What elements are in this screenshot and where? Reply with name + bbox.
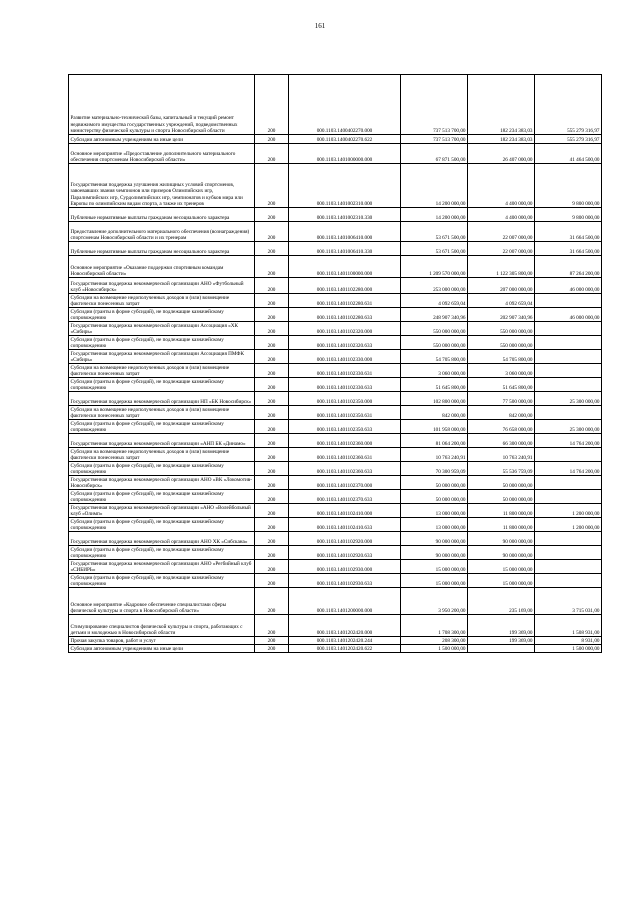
row-amount-remaining-cell: 31 664 500,00 — [535, 242, 602, 256]
row-name-cell: Субсидии (гранты в форме субсидий), не подлежащие казначейскому сопровождению — [69, 462, 255, 476]
row-amount-remaining-cell: 25 300 000,00 — [535, 392, 602, 406]
row-code-cell: 200 — [255, 350, 289, 364]
table-row — [69, 560, 602, 574]
row-name-cell: Субсидии на возмещение недополученных доходов и (или) возмещение фактически понесенных затрат — [69, 406, 255, 420]
row-amount-executed-cell: 842 000,00 — [468, 406, 535, 420]
row-kbk-cell: 000.1103.1401102280.633 — [289, 308, 401, 322]
row-amount-executed-cell: 4 092 659,04 — [468, 294, 535, 308]
table-row — [69, 242, 602, 256]
row-amount-plan-cell: 101 958 000,00 — [401, 420, 468, 434]
row-name-cell: Субсидии (гранты в форме субсидий), не подлежащие казначейскому сопровождению — [69, 490, 255, 504]
table-row — [69, 615, 602, 637]
row-amount-executed-cell: 182 234 383,03 — [468, 75, 535, 135]
row-name-cell: Субсидии (гранты в форме субсидий), не подлежащие казначейскому сопровождению — [69, 420, 255, 434]
row-name-cell: Субсидии (гранты в форме субсидий), не подлежащие казначейскому сопровождению — [69, 308, 255, 322]
row-amount-remaining-cell — [535, 560, 602, 574]
row-amount-executed-cell: 1 122 305 800,00 — [468, 256, 535, 278]
row-code-cell: 200 — [255, 378, 289, 392]
row-amount-executed-cell: 235 169,00 — [468, 588, 535, 615]
row-amount-executed-cell: 77 500 000,00 — [468, 392, 535, 406]
row-amount-remaining-cell: 87 264 200,00 — [535, 256, 602, 278]
table-row — [69, 308, 602, 322]
row-code-cell: 200 — [255, 256, 289, 278]
row-code-cell: 200 — [255, 420, 289, 434]
row-kbk-cell: 000.1103.1401102920.633 — [289, 546, 401, 560]
row-code-cell: 200 — [255, 364, 289, 378]
row-kbk-cell: 000.1103.1400402270.622 — [289, 135, 401, 144]
row-name-cell: Государственная поддержка улучшения жилищных условий спортсменов, завоевавших звания чемпионов или призеров Олимпийских игр, Паралимпийских игр, Сурдолимпийских игр, чемпионатов и кубков мира или Европы по олимпийским видам спорта, а также их тренеров — [69, 164, 255, 208]
row-amount-plan-cell: 50 000 000,00 — [401, 490, 468, 504]
table-row — [69, 222, 602, 242]
row-amount-executed-cell: 4 400 000,00 — [468, 208, 535, 222]
row-code-cell: 200 — [255, 294, 289, 308]
row-amount-plan-cell: 51 645 800,00 — [401, 378, 468, 392]
row-kbk-cell: 000.1103.1401202420.000 — [289, 615, 401, 637]
page-number: 161 — [314, 22, 326, 30]
row-code-cell: 200 — [255, 392, 289, 406]
row-name-cell: Государственная поддержка некоммерческой организации АНО «Регбийный клуб «СИБИРЬ» — [69, 560, 255, 574]
row-code-cell: 200 — [255, 490, 289, 504]
row-amount-remaining-cell: 1 508 931,00 — [535, 615, 602, 637]
table-row — [69, 462, 602, 476]
row-kbk-cell: 000.1103.1401102370.000 — [289, 476, 401, 490]
row-amount-plan-cell: 81 064 200,00 — [401, 434, 468, 448]
row-amount-plan-cell: 842 000,00 — [401, 406, 468, 420]
row-name-cell: Государственная поддержка некоммерческой организации Ассоциация ПМФК «Сибирь» — [69, 350, 255, 364]
row-name-cell: Основное мероприятие «Предоставление дополнительного материального обеспечения спортсменам Новосибирской области» — [69, 144, 255, 164]
row-amount-remaining-cell — [535, 336, 602, 350]
row-name-cell: Субсидии на возмещение недополученных доходов и (или) возмещение фактически понесенных затрат — [69, 364, 255, 378]
row-kbk-cell: 000.1103.1401102410.633 — [289, 518, 401, 532]
row-kbk-cell: 000.1103.1401102350.633 — [289, 420, 401, 434]
row-amount-remaining-cell: 46 000 000,00 — [535, 278, 602, 294]
row-name-cell: Основное мероприятие «Кадровое обеспечение специалистами сферы физической культуры и спорта в Новосибирской области» — [69, 588, 255, 615]
row-amount-remaining-cell: 9 800 000,00 — [535, 164, 602, 208]
table-row — [69, 588, 602, 615]
row-name-cell: Субсидии (гранты в форме субсидий), не подлежащие казначейскому сопровождению — [69, 574, 255, 588]
row-name-cell: Государственная поддержка некоммерческой организации «АНП БК «Динамо» — [69, 434, 255, 448]
row-amount-plan-cell: 90 000 000,00 — [401, 532, 468, 546]
row-amount-plan-cell: 737 513 700,00 — [401, 135, 468, 144]
table-row — [69, 406, 602, 420]
table-row — [69, 278, 602, 294]
row-amount-executed-cell: 90 000 000,00 — [468, 532, 535, 546]
row-code-cell: 200 — [255, 588, 289, 615]
row-amount-executed-cell: 26 407 000,00 — [468, 144, 535, 164]
row-kbk-cell: 000.1103.1401102330.631 — [289, 364, 401, 378]
row-kbk-cell: 000.1103.1401102370.633 — [289, 490, 401, 504]
row-name-cell: Стимулирование специалистов физической культуры и спорта, работающих с детьми и молодежью в Новосибирской области — [69, 615, 255, 637]
row-amount-remaining-cell: 8 931,00 — [535, 637, 602, 645]
row-amount-executed-cell: 202 907 340,96 — [468, 308, 535, 322]
row-code-cell: 200 — [255, 615, 289, 637]
row-amount-executed-cell: 76 658 000,00 — [468, 420, 535, 434]
row-kbk-cell: 000.1103.1401100000.000 — [289, 256, 401, 278]
row-amount-plan-cell: 70 300 959,09 — [401, 462, 468, 476]
row-amount-remaining-cell — [535, 364, 602, 378]
row-amount-plan-cell: 15 000 000,00 — [401, 560, 468, 574]
row-amount-executed-cell: 54 705 800,00 — [468, 350, 535, 364]
row-code-cell: 200 — [255, 637, 289, 645]
row-code-cell: 200 — [255, 135, 289, 144]
row-kbk-cell: 000.1103.1401002310.330 — [289, 208, 401, 222]
row-code-cell: 200 — [255, 504, 289, 518]
row-kbk-cell: 000.1103.1400402270.000 — [289, 75, 401, 135]
row-name-cell: Субсидии (гранты в форме субсидий), не подлежащие казначейскому сопровождению — [69, 336, 255, 350]
table-row — [69, 504, 602, 518]
row-kbk-cell: 000.1103.1401102330.000 — [289, 350, 401, 364]
row-amount-remaining-cell — [535, 294, 602, 308]
row-name-cell: Предоставление дополнительного материального обеспечения (вознаграждения) спортсменам Новосибирской области и их тренерам — [69, 222, 255, 242]
row-amount-executed-cell: 50 000 000,00 — [468, 476, 535, 490]
row-amount-executed-cell: 11 800 000,00 — [468, 518, 535, 532]
row-amount-remaining-cell: 31 664 500,00 — [535, 222, 602, 242]
row-amount-remaining-cell — [535, 448, 602, 462]
row-amount-remaining-cell: 555 279 316,97 — [535, 135, 602, 144]
row-amount-plan-cell: 10 763 240,91 — [401, 448, 468, 462]
row-kbk-cell: 000.1103.1401202420.244 — [289, 637, 401, 645]
row-name-cell: Субсидии автономным учреждениям на иные цели — [69, 135, 255, 144]
row-kbk-cell: 000.1103.1401102930.000 — [289, 560, 401, 574]
row-name-cell: Государственная поддержка некоммерческой организации АНО ХК «Сибскана» — [69, 532, 255, 546]
row-code-cell: 200 — [255, 462, 289, 476]
row-kbk-cell: 000.1103.1401102350.000 — [289, 392, 401, 406]
row-amount-remaining-cell — [535, 350, 602, 364]
row-amount-executed-cell: 199 369,00 — [468, 637, 535, 645]
row-amount-plan-cell: 1 708 300,00 — [401, 615, 468, 637]
row-kbk-cell: 000.1103.1401102360.633 — [289, 462, 401, 476]
row-amount-plan-cell: 4 092 659,04 — [401, 294, 468, 308]
row-amount-executed-cell: 51 645 800,00 — [468, 378, 535, 392]
row-code-cell: 200 — [255, 645, 289, 653]
row-amount-plan-cell: 1 500 000,00 — [401, 645, 468, 653]
row-amount-plan-cell: 550 000 000,00 — [401, 322, 468, 336]
row-kbk-cell: 000.1103.1401102410.000 — [289, 504, 401, 518]
row-amount-remaining-cell — [535, 322, 602, 336]
row-amount-remaining-cell — [535, 546, 602, 560]
table-row — [69, 350, 602, 364]
row-amount-executed-cell: 10 763 240,91 — [468, 448, 535, 462]
row-amount-executed-cell: 50 000 000,00 — [468, 490, 535, 504]
row-code-cell: 200 — [255, 322, 289, 336]
row-amount-plan-cell: 90 000 000,00 — [401, 546, 468, 560]
row-code-cell: 200 — [255, 164, 289, 208]
row-amount-executed-cell: 4 400 000,00 — [468, 164, 535, 208]
row-amount-remaining-cell: 555 279 316,97 — [535, 75, 602, 135]
row-name-cell: Субсидии на возмещение недополученных доходов и (или) возмещение фактически понесенных затрат — [69, 294, 255, 308]
row-kbk-cell: 000.1103.1401102320.000 — [289, 322, 401, 336]
table-row — [69, 322, 602, 336]
row-kbk-cell: 000.1103.1401102280.631 — [289, 294, 401, 308]
table-row — [69, 448, 602, 462]
row-kbk-cell: 000.1103.1401102280.000 — [289, 278, 401, 294]
row-code-cell: 200 — [255, 222, 289, 242]
row-amount-plan-cell: 550 000 000,00 — [401, 336, 468, 350]
table-row — [69, 476, 602, 490]
row-name-cell: Субсидии (гранты в форме субсидий), не подлежащие казначейскому сопровождению — [69, 378, 255, 392]
row-amount-plan-cell: 67 871 500,00 — [401, 144, 468, 164]
row-code-cell: 200 — [255, 574, 289, 588]
row-amount-executed-cell — [468, 645, 535, 653]
table-row — [69, 645, 602, 653]
row-amount-plan-cell: 13 000 000,00 — [401, 518, 468, 532]
row-name-cell: Публичные нормативные выплаты гражданам несоциального характера — [69, 208, 255, 222]
row-code-cell: 200 — [255, 406, 289, 420]
row-code-cell: 200 — [255, 336, 289, 350]
row-code-cell: 200 — [255, 448, 289, 462]
row-code-cell: 200 — [255, 560, 289, 574]
table-row — [69, 574, 602, 588]
row-amount-plan-cell: 53 671 500,00 — [401, 242, 468, 256]
row-amount-plan-cell: 14 200 000,00 — [401, 164, 468, 208]
row-kbk-cell: 000.1103.1401102360.631 — [289, 448, 401, 462]
row-amount-executed-cell: 3 060 000,00 — [468, 364, 535, 378]
row-amount-plan-cell: 3 060 000,00 — [401, 364, 468, 378]
table-row — [69, 208, 602, 222]
table-row — [69, 294, 602, 308]
row-amount-executed-cell: 11 800 000,00 — [468, 504, 535, 518]
row-amount-remaining-cell: 25 300 000,00 — [535, 420, 602, 434]
row-code-cell: 200 — [255, 144, 289, 164]
row-amount-plan-cell: 248 907 340,96 — [401, 308, 468, 322]
row-code-cell: 200 — [255, 75, 289, 135]
row-name-cell: Основное мероприятие «Оказание поддержки спортивным командам Новосибирской области» — [69, 256, 255, 278]
row-amount-remaining-cell: 14 764 200,00 — [535, 462, 602, 476]
row-amount-plan-cell: 1 209 570 000,00 — [401, 256, 468, 278]
row-amount-executed-cell: 550 000 000,00 — [468, 336, 535, 350]
row-amount-executed-cell: 207 000 000,00 — [468, 278, 535, 294]
row-kbk-cell: 000.1103.1401006410.330 — [289, 242, 401, 256]
row-amount-remaining-cell — [535, 574, 602, 588]
row-code-cell: 200 — [255, 434, 289, 448]
table-row — [69, 144, 602, 164]
row-name-cell: Государственная поддержка некоммерческой организации «АНО «Волейбольный клуб «Олимп» — [69, 504, 255, 518]
row-name-cell: Развитие материально-технической базы, капитальный и текущий ремонт недвижимого имущества государственных учреждений, подведомственных министерству физической культуры и спорта Новосибирской области — [69, 75, 255, 135]
table-row — [69, 637, 602, 645]
table-row — [69, 532, 602, 546]
row-amount-remaining-cell: 9 800 000,00 — [535, 208, 602, 222]
table-row — [69, 434, 602, 448]
row-amount-remaining-cell — [535, 406, 602, 420]
row-amount-remaining-cell: 14 764 200,00 — [535, 434, 602, 448]
row-kbk-cell: 000.1103.1401102350.631 — [289, 406, 401, 420]
table-row — [69, 420, 602, 434]
row-amount-executed-cell: 55 536 759,09 — [468, 462, 535, 476]
row-amount-executed-cell: 15 000 000,00 — [468, 574, 535, 588]
row-amount-executed-cell: 15 000 000,00 — [468, 560, 535, 574]
row-amount-remaining-cell: 3 715 031,00 — [535, 588, 602, 615]
budget-table — [68, 74, 602, 653]
row-amount-remaining-cell — [535, 378, 602, 392]
row-name-cell: Государственная поддержка некоммерческой организации Ассоциация «ХК «Сибирь» — [69, 322, 255, 336]
row-name-cell: Субсидии (гранты в форме субсидий), не подлежащие казначейскому сопровождению — [69, 518, 255, 532]
row-amount-remaining-cell: 46 000 000,00 — [535, 308, 602, 322]
table-body — [69, 75, 602, 653]
row-name-cell: Субсидии на возмещение недополученных доходов и (или) возмещение фактически понесенных затрат — [69, 448, 255, 462]
row-amount-executed-cell: 199 369,00 — [468, 615, 535, 637]
row-amount-remaining-cell: 1 200 000,00 — [535, 518, 602, 532]
row-amount-plan-cell: 208 300,00 — [401, 637, 468, 645]
row-kbk-cell: 000.1103.1401002310.000 — [289, 164, 401, 208]
row-name-cell: Государственная поддержка некоммерческой организации АНО «ВК «Локомотив-Новосибирск» — [69, 476, 255, 490]
row-kbk-cell: 000.1103.1401200000.000 — [289, 588, 401, 615]
row-amount-plan-cell: 50 000 000,00 — [401, 476, 468, 490]
row-amount-remaining-cell — [535, 476, 602, 490]
row-amount-plan-cell: 54 705 800,00 — [401, 350, 468, 364]
row-code-cell: 200 — [255, 278, 289, 294]
table-row — [69, 378, 602, 392]
row-amount-executed-cell: 550 000 000,00 — [468, 322, 535, 336]
row-amount-plan-cell: 13 000 000,00 — [401, 504, 468, 518]
row-name-cell: Прочая закупка товаров, работ и услуг — [69, 637, 255, 645]
table-row — [69, 364, 602, 378]
row-amount-plan-cell: 3 950 200,00 — [401, 588, 468, 615]
table-row — [69, 546, 602, 560]
row-code-cell: 200 — [255, 532, 289, 546]
row-amount-plan-cell: 102 800 000,00 — [401, 392, 468, 406]
table-row — [69, 336, 602, 350]
table-row — [69, 490, 602, 504]
row-amount-executed-cell: 22 007 000,00 — [468, 222, 535, 242]
row-amount-plan-cell: 14 200 000,00 — [401, 208, 468, 222]
row-amount-executed-cell: 182 234 383,03 — [468, 135, 535, 144]
row-amount-remaining-cell: 41 464 500,00 — [535, 144, 602, 164]
row-amount-plan-cell: 253 000 000,00 — [401, 278, 468, 294]
row-kbk-cell: 000.1103.1401006410.000 — [289, 222, 401, 242]
row-code-cell: 200 — [255, 476, 289, 490]
row-kbk-cell: 000.1103.1401202420.622 — [289, 645, 401, 653]
table-row — [69, 75, 602, 135]
row-amount-remaining-cell: 1 500 000,00 — [535, 645, 602, 653]
table-row — [69, 256, 602, 278]
row-code-cell: 200 — [255, 308, 289, 322]
row-code-cell: 200 — [255, 242, 289, 256]
row-amount-plan-cell: 15 000 000,00 — [401, 574, 468, 588]
row-name-cell: Государственная поддержка некоммерческой организации НП «БК Новосибирск» — [69, 392, 255, 406]
row-code-cell: 200 — [255, 208, 289, 222]
row-amount-executed-cell: 66 300 000,00 — [468, 434, 535, 448]
table-row — [69, 164, 602, 208]
row-code-cell: 200 — [255, 546, 289, 560]
row-name-cell: Субсидии автономным учреждениям на иные цели — [69, 645, 255, 653]
row-name-cell: Публичные нормативные выплаты гражданам несоциального характера — [69, 242, 255, 256]
row-kbk-cell: 000.1103.1401102330.633 — [289, 378, 401, 392]
table-row — [69, 392, 602, 406]
row-kbk-cell: 000.1103.1401102930.633 — [289, 574, 401, 588]
row-amount-remaining-cell: 1 200 000,00 — [535, 504, 602, 518]
row-amount-plan-cell: 53 671 500,00 — [401, 222, 468, 242]
table-row — [69, 135, 602, 144]
row-kbk-cell: 000.1103.1401102360.000 — [289, 434, 401, 448]
row-kbk-cell: 000.1103.1401000000.000 — [289, 144, 401, 164]
row-amount-plan-cell: 737 513 700,00 — [401, 75, 468, 135]
row-name-cell: Субсидии (гранты в форме субсидий), не подлежащие казначейскому сопровождению — [69, 546, 255, 560]
row-amount-executed-cell: 90 000 000,00 — [468, 546, 535, 560]
table-row — [69, 518, 602, 532]
row-name-cell: Государственная поддержка некоммерческой организации АНО «Футбольный клуб «Новосибирск» — [69, 278, 255, 294]
row-amount-remaining-cell — [535, 532, 602, 546]
row-amount-remaining-cell — [535, 490, 602, 504]
row-kbk-cell: 000.1103.1401102920.000 — [289, 532, 401, 546]
row-code-cell: 200 — [255, 518, 289, 532]
row-kbk-cell: 000.1103.1401102320.633 — [289, 336, 401, 350]
row-amount-executed-cell: 22 007 000,00 — [468, 242, 535, 256]
